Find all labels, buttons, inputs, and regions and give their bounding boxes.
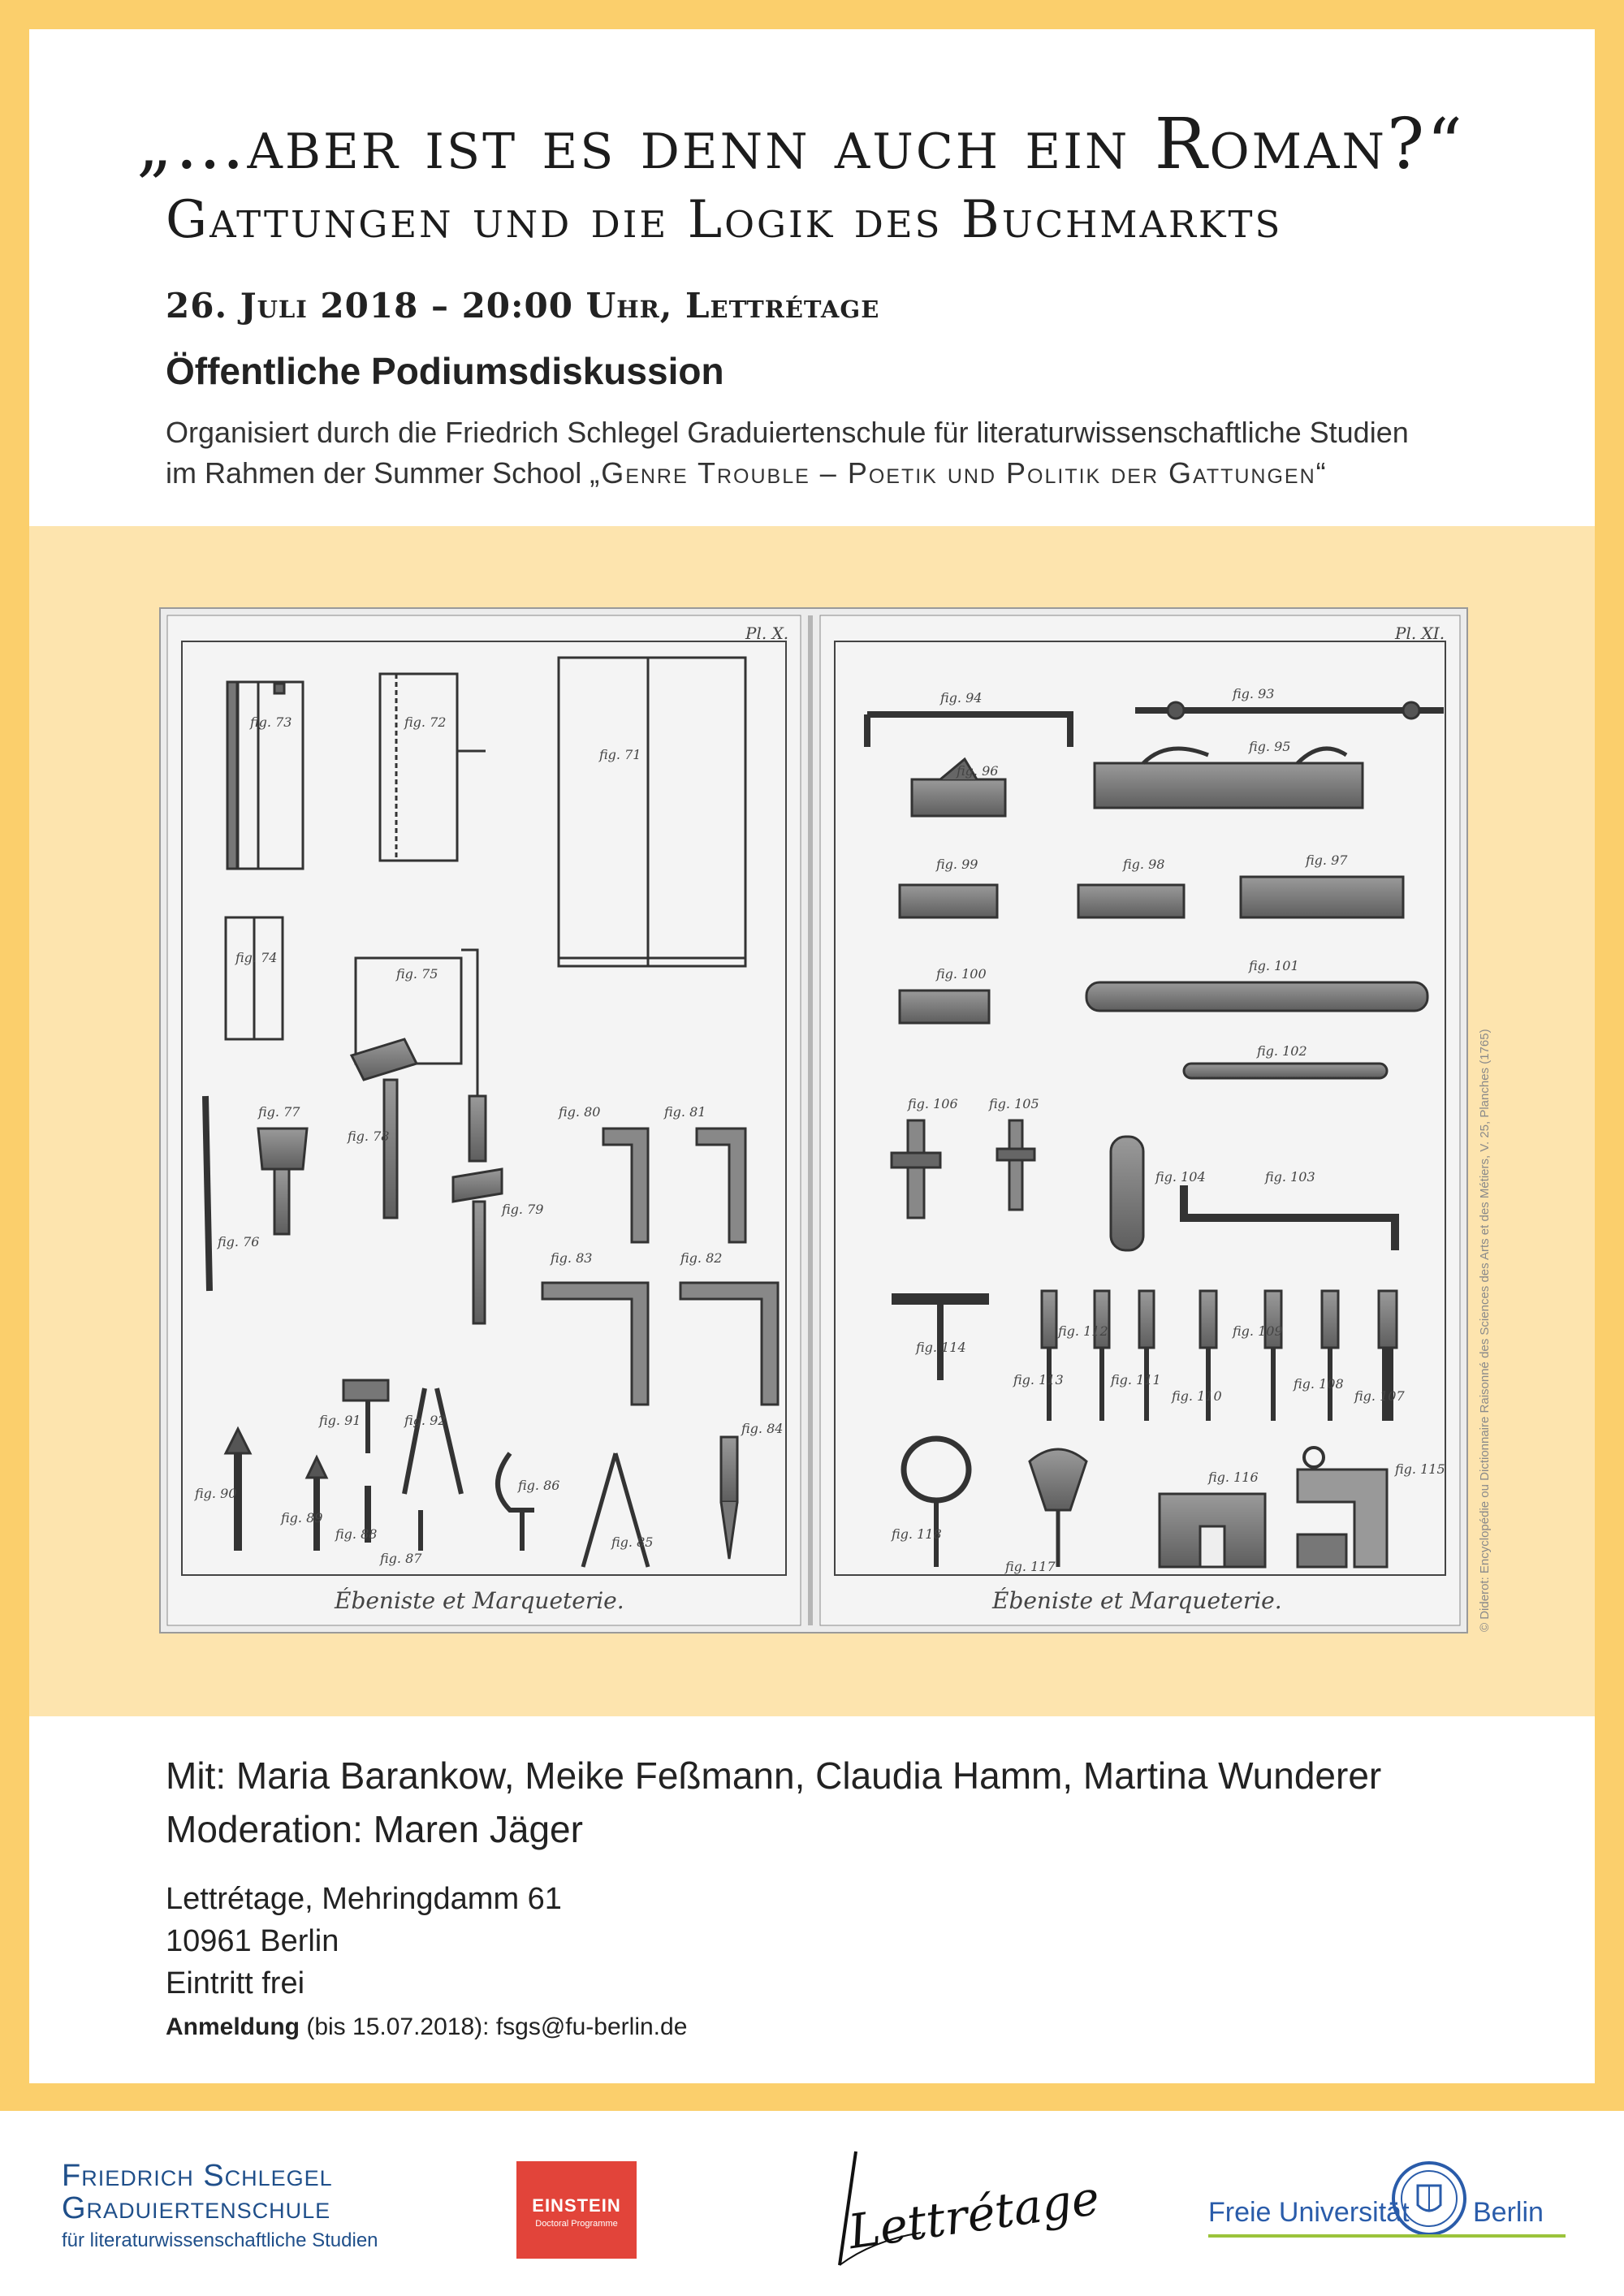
fig-label: fig. 105 xyxy=(989,1096,1039,1111)
fig-label: fig. 107 xyxy=(1354,1388,1405,1404)
participants: Mit: Maria Barankow, Meike Feßmann, Claudia Hamm, Martina Wunderer xyxy=(166,1754,1382,1797)
fu-berlin-logo xyxy=(1208,2160,1566,2265)
fig-label: fig. 91 xyxy=(319,1413,361,1428)
summer-school-name: „Genre Trouble – Poetik und Politik der Gattungen“ xyxy=(590,456,1328,490)
fig-label: fig. 114 xyxy=(916,1340,966,1355)
fig-label: fig. 71 xyxy=(599,747,641,762)
fsgs-logo-line: Friedrich Schlegel xyxy=(62,2159,333,2193)
fig-label: fig. 72 xyxy=(404,714,447,730)
fu-seal-icon xyxy=(1390,2160,1468,2238)
poster-subtitle: Gattungen und die Logik des Buchmarkts xyxy=(166,190,1283,250)
fu-logo-city: Berlin xyxy=(1473,2197,1544,2228)
fig-label: fig. 85 xyxy=(611,1534,654,1550)
organizer-line: Organisiert durch die Friedrich Schlegel Graduiertenschule für literaturwissenschaftliche Studien xyxy=(166,416,1409,449)
lettretage-wordmark: Lettrétage xyxy=(844,2169,1104,2260)
registration-info xyxy=(166,2013,687,2041)
summer-school-prefix: im Rahmen der Summer School xyxy=(166,456,590,490)
fig-label: fig. 99 xyxy=(936,857,978,872)
einstein-logo-name: EINSTEIN xyxy=(532,2195,621,2216)
encyclopedia-plates-image xyxy=(159,607,1468,1634)
fig-label: fig. 86 xyxy=(518,1478,560,1493)
left-plate-caption: Ébeniste et Marqueterie. xyxy=(335,1587,624,1614)
fig-label: fig. 118 xyxy=(892,1526,942,1542)
fig-label: fig. 94 xyxy=(940,690,983,706)
fig-label: fig. 93 xyxy=(1233,686,1275,701)
fig-label: fig. 97 xyxy=(1306,852,1348,868)
fig-label: fig. 116 xyxy=(1208,1470,1259,1485)
fig-label: fig. 113 xyxy=(1013,1372,1064,1388)
fig-label: fig. 111 xyxy=(1111,1372,1161,1388)
fig-label: fig. 90 xyxy=(195,1486,237,1501)
lettretage-logo xyxy=(823,2143,1104,2273)
fig-label: fig. 77 xyxy=(258,1104,300,1120)
venue-city: 10961 Berlin xyxy=(166,1924,339,1958)
registration-email: (bis 15.07.2018): fsgs@fu-berlin.de xyxy=(300,2013,688,2040)
fig-label: fig. 95 xyxy=(1249,739,1291,754)
right-plate-number: Pl. XI. xyxy=(1395,624,1445,643)
event-type: Öffentliche Podiumsdiskussion xyxy=(166,350,724,392)
fig-label: fig. 117 xyxy=(1005,1559,1056,1574)
tool-engravings xyxy=(161,609,1466,1632)
event-datetime: 26. Juli 2018 – 20:00 Uhr, Lettrétage xyxy=(166,286,880,326)
image-credit: © Diderot: Encyclopédie ou Dictionnaire Raisonné des Sciences des Arts et des Métiers, V. 25, Planches (1765) xyxy=(1478,1029,1492,1632)
fig-label: fig. 96 xyxy=(957,763,999,779)
fig-label: fig. 108 xyxy=(1294,1376,1344,1392)
fig-label: fig. 101 xyxy=(1249,958,1299,973)
fu-logo-underline xyxy=(1208,2234,1566,2238)
summer-school-line xyxy=(166,456,1328,490)
fig-label: fig. 98 xyxy=(1123,857,1165,872)
fig-label: fig. 81 xyxy=(664,1104,706,1120)
fig-label: fig. 74 xyxy=(235,950,278,965)
einstein-logo xyxy=(516,2161,637,2259)
right-plate-caption: Ébeniste et Marqueterie. xyxy=(992,1587,1282,1614)
registration-label: Anmeldung xyxy=(166,2013,300,2040)
fig-label: fig. 75 xyxy=(396,966,438,982)
fig-label: fig. 80 xyxy=(559,1104,601,1120)
fig-label: fig. 110 xyxy=(1172,1388,1222,1404)
fig-label: fig. 82 xyxy=(680,1250,723,1266)
einstein-logo-sub: Doctoral Programme xyxy=(535,2219,618,2229)
fig-label: fig. 87 xyxy=(380,1551,422,1566)
fig-label: fig. 92 xyxy=(404,1413,447,1428)
fu-logo-name: Freie Universität xyxy=(1208,2197,1410,2228)
fsgs-logo xyxy=(62,2160,378,2252)
fig-label: fig. 109 xyxy=(1233,1323,1283,1339)
fig-label: fig. 84 xyxy=(741,1421,784,1436)
admission-info: Eintritt frei xyxy=(166,1966,305,2000)
fig-label: fig. 115 xyxy=(1395,1461,1445,1477)
fig-label: fig. 78 xyxy=(348,1129,390,1144)
fig-label: fig. 73 xyxy=(250,714,292,730)
fig-label: fig. 112 xyxy=(1058,1323,1108,1339)
venue-address: Lettrétage, Mehringdamm 61 xyxy=(166,1882,562,1916)
fig-label: fig. 83 xyxy=(551,1250,593,1266)
fig-label: fig. 76 xyxy=(218,1234,260,1249)
fig-label: fig. 79 xyxy=(502,1202,544,1217)
moderation: Moderation: Maren Jäger xyxy=(166,1808,583,1850)
fsgs-logo-line: Graduiertenschule xyxy=(62,2191,331,2225)
left-plate-number: Pl. X. xyxy=(745,624,789,643)
fig-label: fig. 89 xyxy=(281,1510,323,1526)
fig-label: fig. 100 xyxy=(936,966,987,982)
fig-label: fig. 88 xyxy=(335,1526,378,1542)
poster-title: „…aber ist es denn auch ein Roman?“ xyxy=(136,104,1466,185)
fig-label: fig. 106 xyxy=(908,1096,958,1111)
fig-label: fig. 103 xyxy=(1265,1169,1315,1185)
fig-label: fig. 102 xyxy=(1257,1043,1307,1059)
fig-label: fig. 104 xyxy=(1155,1169,1206,1185)
fsgs-logo-subline: für literaturwissenschaftliche Studien xyxy=(62,2229,378,2251)
